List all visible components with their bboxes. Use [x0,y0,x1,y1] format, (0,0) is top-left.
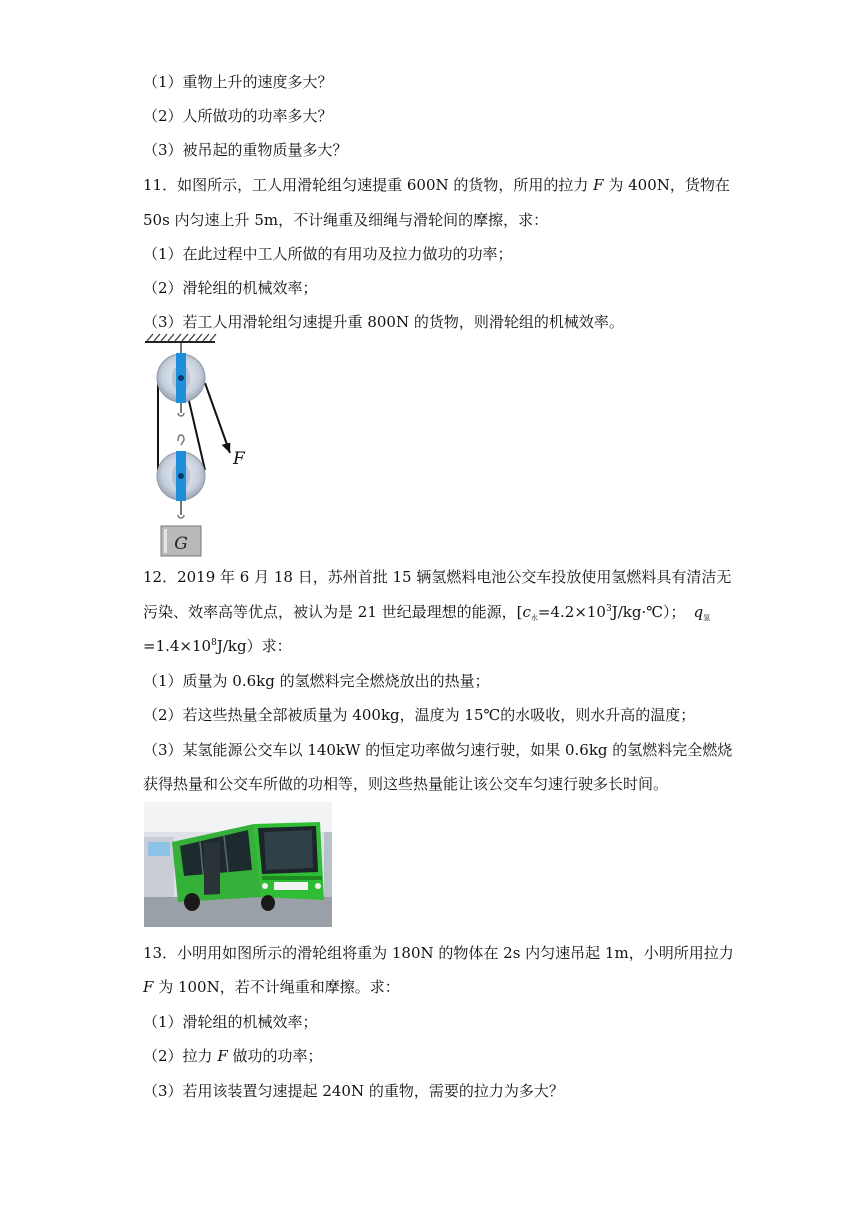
q11-part2: （2）滑轮组的机械效率； [143,279,318,297]
q12-part3-line1: （3）某氢能源公交车以 140kW 的恒定功率做匀速行驶，如果 0.6kg 的氢燃料完全燃烧 [143,741,733,759]
rope-pull [205,383,230,453]
q11-part1: （1）在此过程中工人所做的有用功及拉力做功的功率； [143,245,513,263]
force-label: F [233,449,245,469]
hydrogen-bus-photo [144,802,332,927]
fixed-pulley [157,353,205,403]
q10-part1: （1）重物上升的速度多大？ [143,73,333,91]
ceiling-hatch [145,334,216,342]
q10-part3: （3）被吊起的重物质量多大？ [143,141,348,159]
q11-stem-line2: 50s 内匀速上升 5m，不计绳重及细绳与滑轮间的摩擦，求： [143,211,549,229]
q13-part3: （3）若用该装置匀速提起 240N 的重物，需要的拉力为多大？ [143,1082,564,1100]
movable-pulley [157,451,205,501]
q10-part2: （2）人所做功的功率多大？ [143,107,333,125]
q13-part2: （2）拉力 F 做功的功率； [143,1047,323,1065]
q13-stem-line1: 13．小明用如图所示的滑轮组将重为 180N 的物体在 2s 内匀速吊起 1m，小明所用拉力 [143,944,734,962]
weight-label: G [174,534,188,554]
q12-stem-line3: $=1.4\times 10^8J/kg$）求： [143,637,292,655]
q12-part3-line2: 获得热量和公交车所做的功相等，则这些热量能让该公交车匀速行驶多长时间。 [143,775,669,793]
pulley-system-figure [143,333,261,561]
q13-stem-line2: F 为 100N，若不计绳重和摩擦。求： [143,978,400,996]
q12-stem-line1: 12．2019 年 6 月 18 日，苏州首批 15 辆氢燃料电池公交车投放使用氢燃料具有清洁无 [143,568,732,586]
q11-stem-line1: 11．如图所示，工人用滑轮组匀速提重 600N 的货物，所用的拉力 F 为 400N，货物在 [143,176,730,194]
q12-part2: （2）若这些热量全部被质量为 400kg，温度为 15℃的水吸收，则水升高的温度； [143,706,696,724]
q12-part1: （1）质量为 0.6kg 的氢燃料完全燃烧放出的热量； [143,672,490,690]
q12-stem-line2: 污染、效率高等优点，被认为是 21 世纪最理想的能源，$[c_水=4.2\times 10^3J/kg\cdot℃)$； $q_氢$ [143,603,711,622]
q13-part1: （1）滑轮组的机械效率； [143,1013,318,1031]
q11-part3: （3）若工人用滑轮组匀速提升重 800N 的货物，则滑轮组的机械效率。 [143,313,624,331]
